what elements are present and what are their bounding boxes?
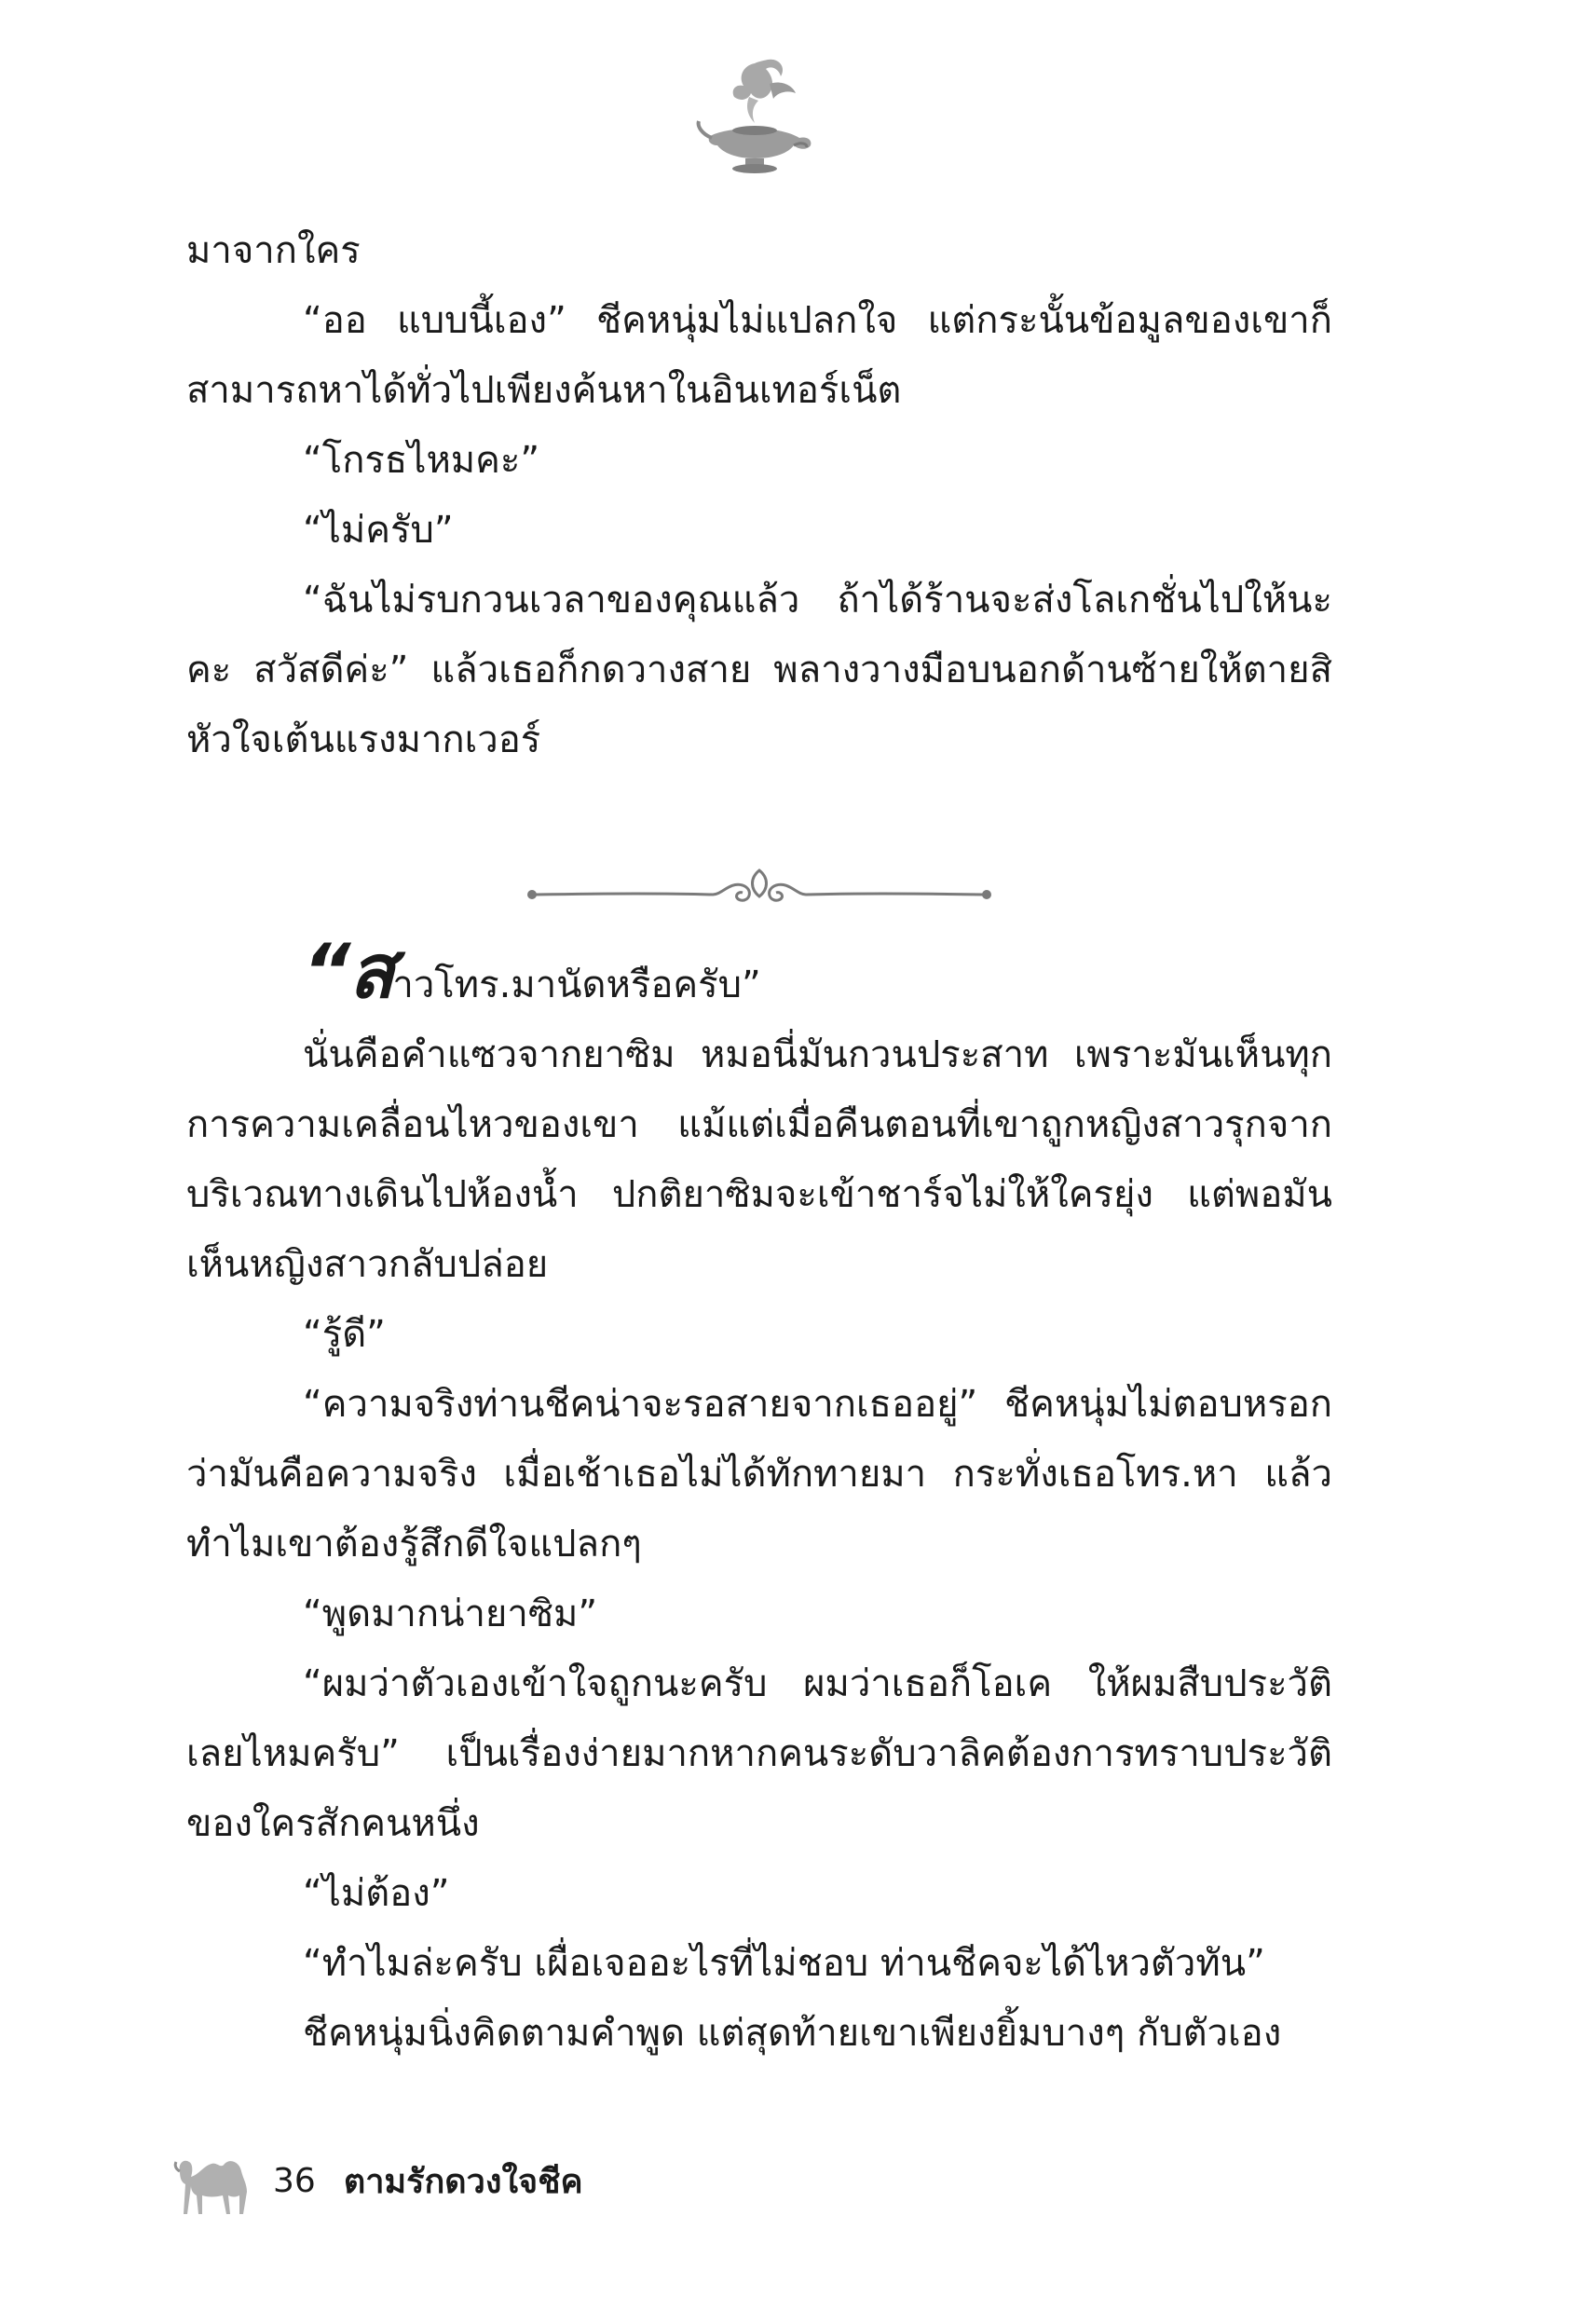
- camel-icon: [172, 2143, 256, 2218]
- paragraph: “ไม่ครับ”: [303, 509, 454, 552]
- paragraph: “ความจริงท่านชีคน่าจะรอสายจากเธออยู่” ชีคหนุ่มไม่ตอบหรอกว่ามันคือความจริง เมื่อเช้าเธอไม่ได้ทักทายมา กระทั่งเธอโทร.หา แล้วทำไมเขาต้องรู้สึกดีใจแปลกๆ: [186, 1383, 1332, 1566]
- section-opening-line: [186, 928, 1332, 1020]
- paragraph: “ผมว่าตัวเองเข้าใจถูกนะครับ ผมว่าเธอก็โอเค ให้ผมสืบประวัติเลยไหมครับ” เป็นเรื่องง่ายมากหากคนระดับวาลิคต้องการทราบประวัติของใครสักคนหนึ่ง: [186, 1662, 1332, 1845]
- page-footer: [172, 2143, 583, 2218]
- paragraph: “โกรธไหมคะ”: [303, 439, 540, 482]
- section-opening-rest: าวโทร.มานัดหรือครับ”: [392, 964, 761, 1006]
- paragraph: “รู้ดี”: [303, 1313, 386, 1356]
- paragraph: ชีคหนุ่มนิ่งคิดตามคำพูด แต่สุดท้ายเขาเพียงยิ้มบางๆ กับตัวเอง: [303, 2012, 1282, 2055]
- text-block-top: [186, 216, 1332, 775]
- paragraph: “ไม่ต้อง”: [303, 1872, 450, 1915]
- paragraph: “พูดมากน่ายาซิม”: [303, 1593, 598, 1635]
- flourish-divider-icon: [526, 857, 992, 913]
- paragraph: มาจากใคร: [186, 229, 361, 272]
- paragraph: “ฉันไม่รบกวนเวลาของคุณแล้ว ถ้าได้ร้านจะส่งโลเกชั่นไปให้นะคะ สวัสดีค่ะ” แล้วเธอก็กดวางสาย พลางวางมือบนอกด้านซ้ายให้ตายสิ หัวใจเต้นแรงมากเวอร์: [186, 579, 1332, 761]
- paragraph: “ออ แบบนี้เอง” ชีคหนุ่มไม่แปลกใจ แต่กระนั้นข้อมูลของเขาก็สามารถหาได้ทั่วไปเพียงค้นหาในอินเทอร์เน็ต: [186, 299, 1332, 412]
- paragraph: นั่นคือคำแซวจากยาซิม หมอนี่มันกวนประสาท เพราะมันเห็นทุกการความเคลื่อนไหวของเขา แม้แต่เมื่อคืนตอนที่เขาถูกหญิงสาวรุกจากบริเวณทางเดินไปห้องน้ำ ปกติยาซิมจะเข้าชาร์จไม่ให้ใครยุ่ง แต่พอมันเห็นหญิงสาวกลับปล่อย: [186, 1033, 1332, 1286]
- page-number: 36: [273, 2161, 316, 2200]
- dropcap: “ส: [303, 928, 393, 1015]
- genie-lamp-icon: [689, 56, 820, 177]
- text-block-bottom: [186, 928, 1332, 2069]
- paragraph: “ทำไมล่ะครับ เผื่อเจออะไรที่ไม่ชอบ ท่านชีคจะได้ไหวตัวทัน”: [303, 1942, 1265, 1985]
- book-title: ตามรักดวงใจชีค: [343, 2162, 583, 2201]
